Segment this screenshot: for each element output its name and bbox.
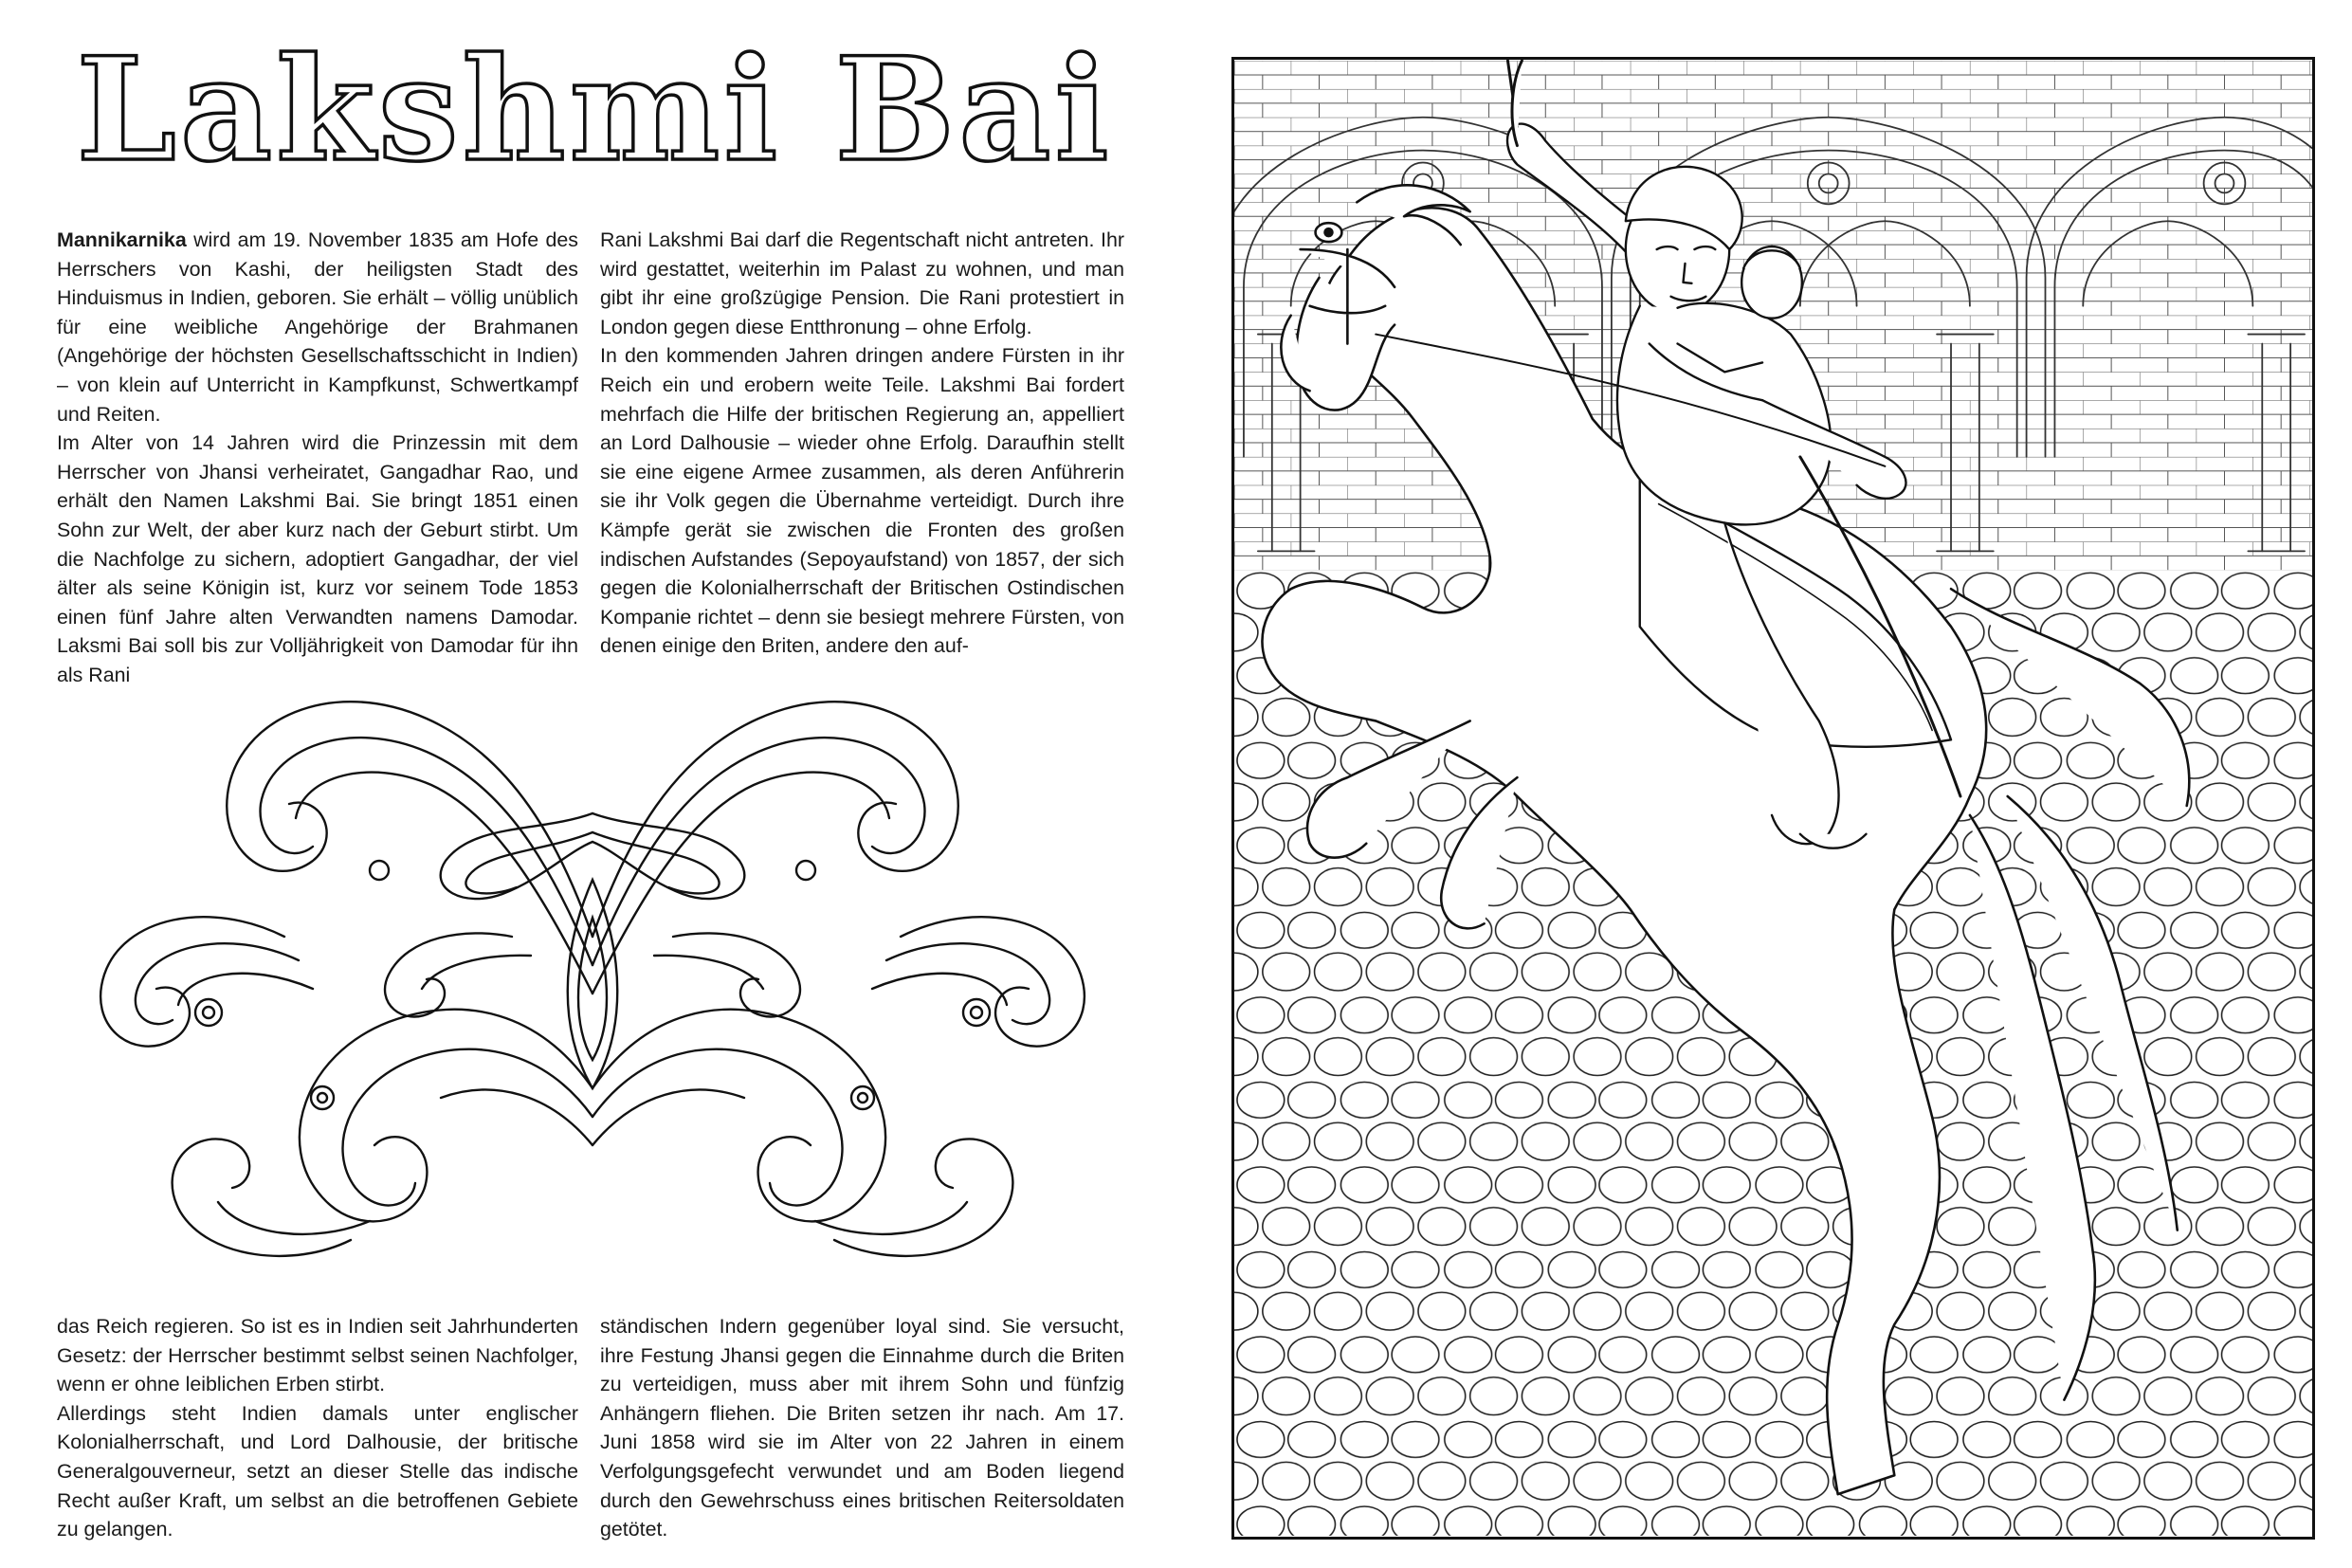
lead-name: Mannikarnika xyxy=(57,228,187,251)
paragraph-law: das Reich regieren. So ist es in Indien seit Jahrhunderten Gesetz: der Herrscher bestimmt selbst seinen Nachfolger, wenn er ohne leiblichen Erben stirbt. xyxy=(57,1315,578,1396)
paragraph-marriage: Im Alter von 14 Jahren wird die Prinzessin mit dem Herrscher von Jhansi verheiratet, Gangadhar Rao, und erhält den Namen Lakshmi Bai. Sie bringt 1851 einen Sohn zur Welt, der aber kurz nach der Geburt stirbt. Um die Nachfolge zu sichern, adoptiert Gangadhar, der viel älter als seine Königin ist, kurz vor seinem Tode 1853 einen fünf Jahre alten Verwandten namens Damodar. Laksmi Bai soll bis zur Volljährigkeit von Damodar für ihn als Rani xyxy=(57,431,578,686)
paragraph-army: In den kommenden Jahren dringen andere Fürsten in ihr Reich ein und erobern weite Teile. Lakshmi Bai fordert mehrfach die Hilfe der britischen Regierung an, appelliert an Lord Dalhousie – wieder ohne Erfolg. Daraufhin stellt sie eine eigene Armee zusammen, als deren Anführerin sie ihr Volk gegen die Übernahme verteidigt. Durch ihre Kämpfe gerät sie zwischen die Fronten des großen indischen Aufstandes (Sepoyaufstand) von 1857, der sich gegen die Kolonialherrschaft der Britischen Ostindischen Kompanie richtet – denn sie besiegt mehrere Fürsten, von denen einige den Briten, andere den auf- xyxy=(600,344,1124,658)
decorative-ornament xyxy=(66,652,1119,1278)
text-column-bottom-left xyxy=(57,1312,578,1544)
paragraph-regency: Rani Lakshmi Bai darf die Regentschaft nicht antreten. Ihr wird gestattet, weiterhin im Palast zu wohnen, und man gibt ihr eine großzügige Pension. Die Rani protestiert in London gegen diese Entthronung – ohne Erfolg. xyxy=(600,228,1124,338)
paragraph-birth: Mannikarnika wird am 19. November 1835 am Hofe des Herrschers von Kashi, der heiligsten Stadt des Hinduismus in Indien, geboren. Sie erhält – völlig unüblich für eine weibliche Angehörige der Brahmanen (Angehörige der höchsten Gesellschaftsschicht in Indien) – von klein auf Unterricht in Kampfkunst, Schwertkampf und Reiten. xyxy=(57,228,578,426)
paragraph-colonial: Allerdings steht Indien damals unter englischer Kolonialherrschaft, und Lord Dalhousie, der britische Generalgouverneur, setzt an dieser Stelle das indische Recht außer Kraft, um selbst an die betroffenen Gebiete zu gelangen. xyxy=(57,1401,578,1541)
text-column-top-right xyxy=(600,226,1124,661)
paragraph-death: ständischen Indern gegenüber loyal sind. Sie versucht, ihre Festung Jhansi gegen die Einnahme durch die Briten zu verteidigen, muss aber mit ihrem Sohn und fünfzig Anhängern fliehen. Die Briten setzen ihr nach. Am 17. Juni 1858 wird sie im Alter von 22 Jahren in einem Verfolgungsgefecht verwundet und am Boden liegend durch den Gewehrschuss eines britischen Reitersoldaten getötet. xyxy=(600,1315,1124,1541)
right-page xyxy=(1176,0,2352,1568)
page-title xyxy=(49,38,1140,190)
text-column-top-left xyxy=(57,226,578,690)
text-column-bottom-right xyxy=(600,1312,1124,1544)
page-title-text: Lakshmi Bai xyxy=(76,38,1113,190)
coloring-illustration xyxy=(1231,57,2315,1540)
